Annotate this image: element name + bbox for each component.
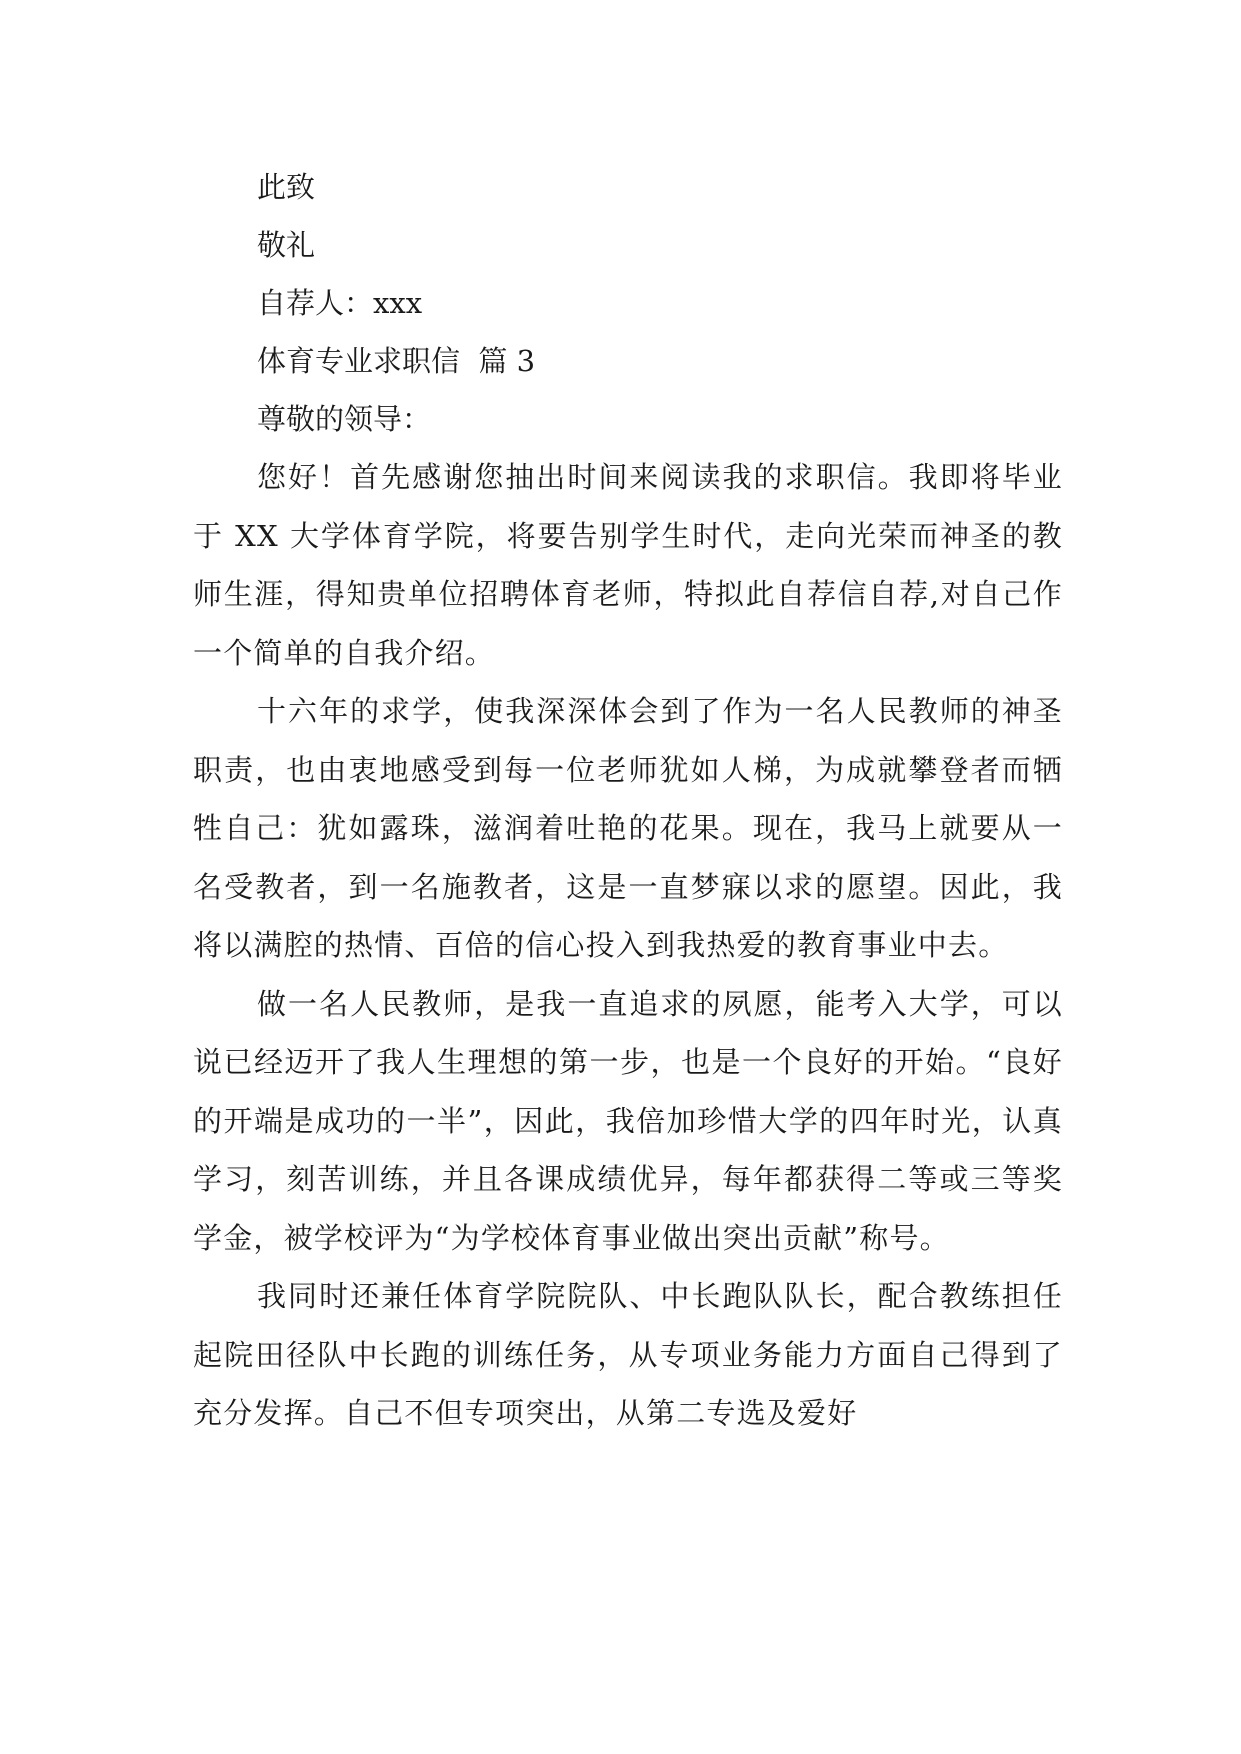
paragraph-3: 做一名人民教师，是我一直追求的夙愿，能考入大学，可以说已经迈开了我人生理想的第一步，也是一个良好的开始。“良好的开端是成功的一半”，因此，我倍加珍惜大学的四年时光，认真学习，刻苦训练，并且各课成绩优异，每年都获得二等或三等奖学金，被学校评为“为学校体育事业做出突出贡献”称号。 — [193, 986, 1063, 1255]
closing-line-1: 此致 — [257, 170, 316, 204]
signature-line: 自荐人：xxx — [257, 286, 423, 320]
paragraph-4: 我同时还兼任体育学院院队、中长跑队队长，配合教练担任起院田径队中长跑的训练任务，从专项业务能力方面自己得到了充分发挥。自己不但专项突出，从第二专选及爱好 — [193, 1279, 1063, 1430]
paragraph-2: 十六年的求学，使我深深体会到了作为一名人民教师的神圣职责，也由衷地感受到每一位老师犹如人梯，为成就攀登者而牺牲自己：犹如露珠，滋润着吐艳的花果。现在，我马上就要从一名受教者，到一名施教者，这是一直梦寐以求的愿望。因此，我将以满腔的热情、百倍的信心投入到我热爱的教育事业中去。 — [193, 694, 1063, 962]
salutation: 尊敬的领导： — [257, 402, 432, 436]
section-heading: 体育专业求职信 篇 3 — [257, 344, 536, 378]
document-page — [193, 158, 1063, 1443]
paragraph-1: 您好！首先感谢您抽出时间来阅读我的求职信。我即将毕业于 XX 大学体育学院，将要告别学生时代，走向光荣而神圣的教师生涯，得知贵单位招聘体育老师，特拟此自荐信自荐,对自己作一个简单的自我介绍。 — [193, 460, 1063, 670]
closing-line-2: 敬礼 — [257, 228, 316, 262]
